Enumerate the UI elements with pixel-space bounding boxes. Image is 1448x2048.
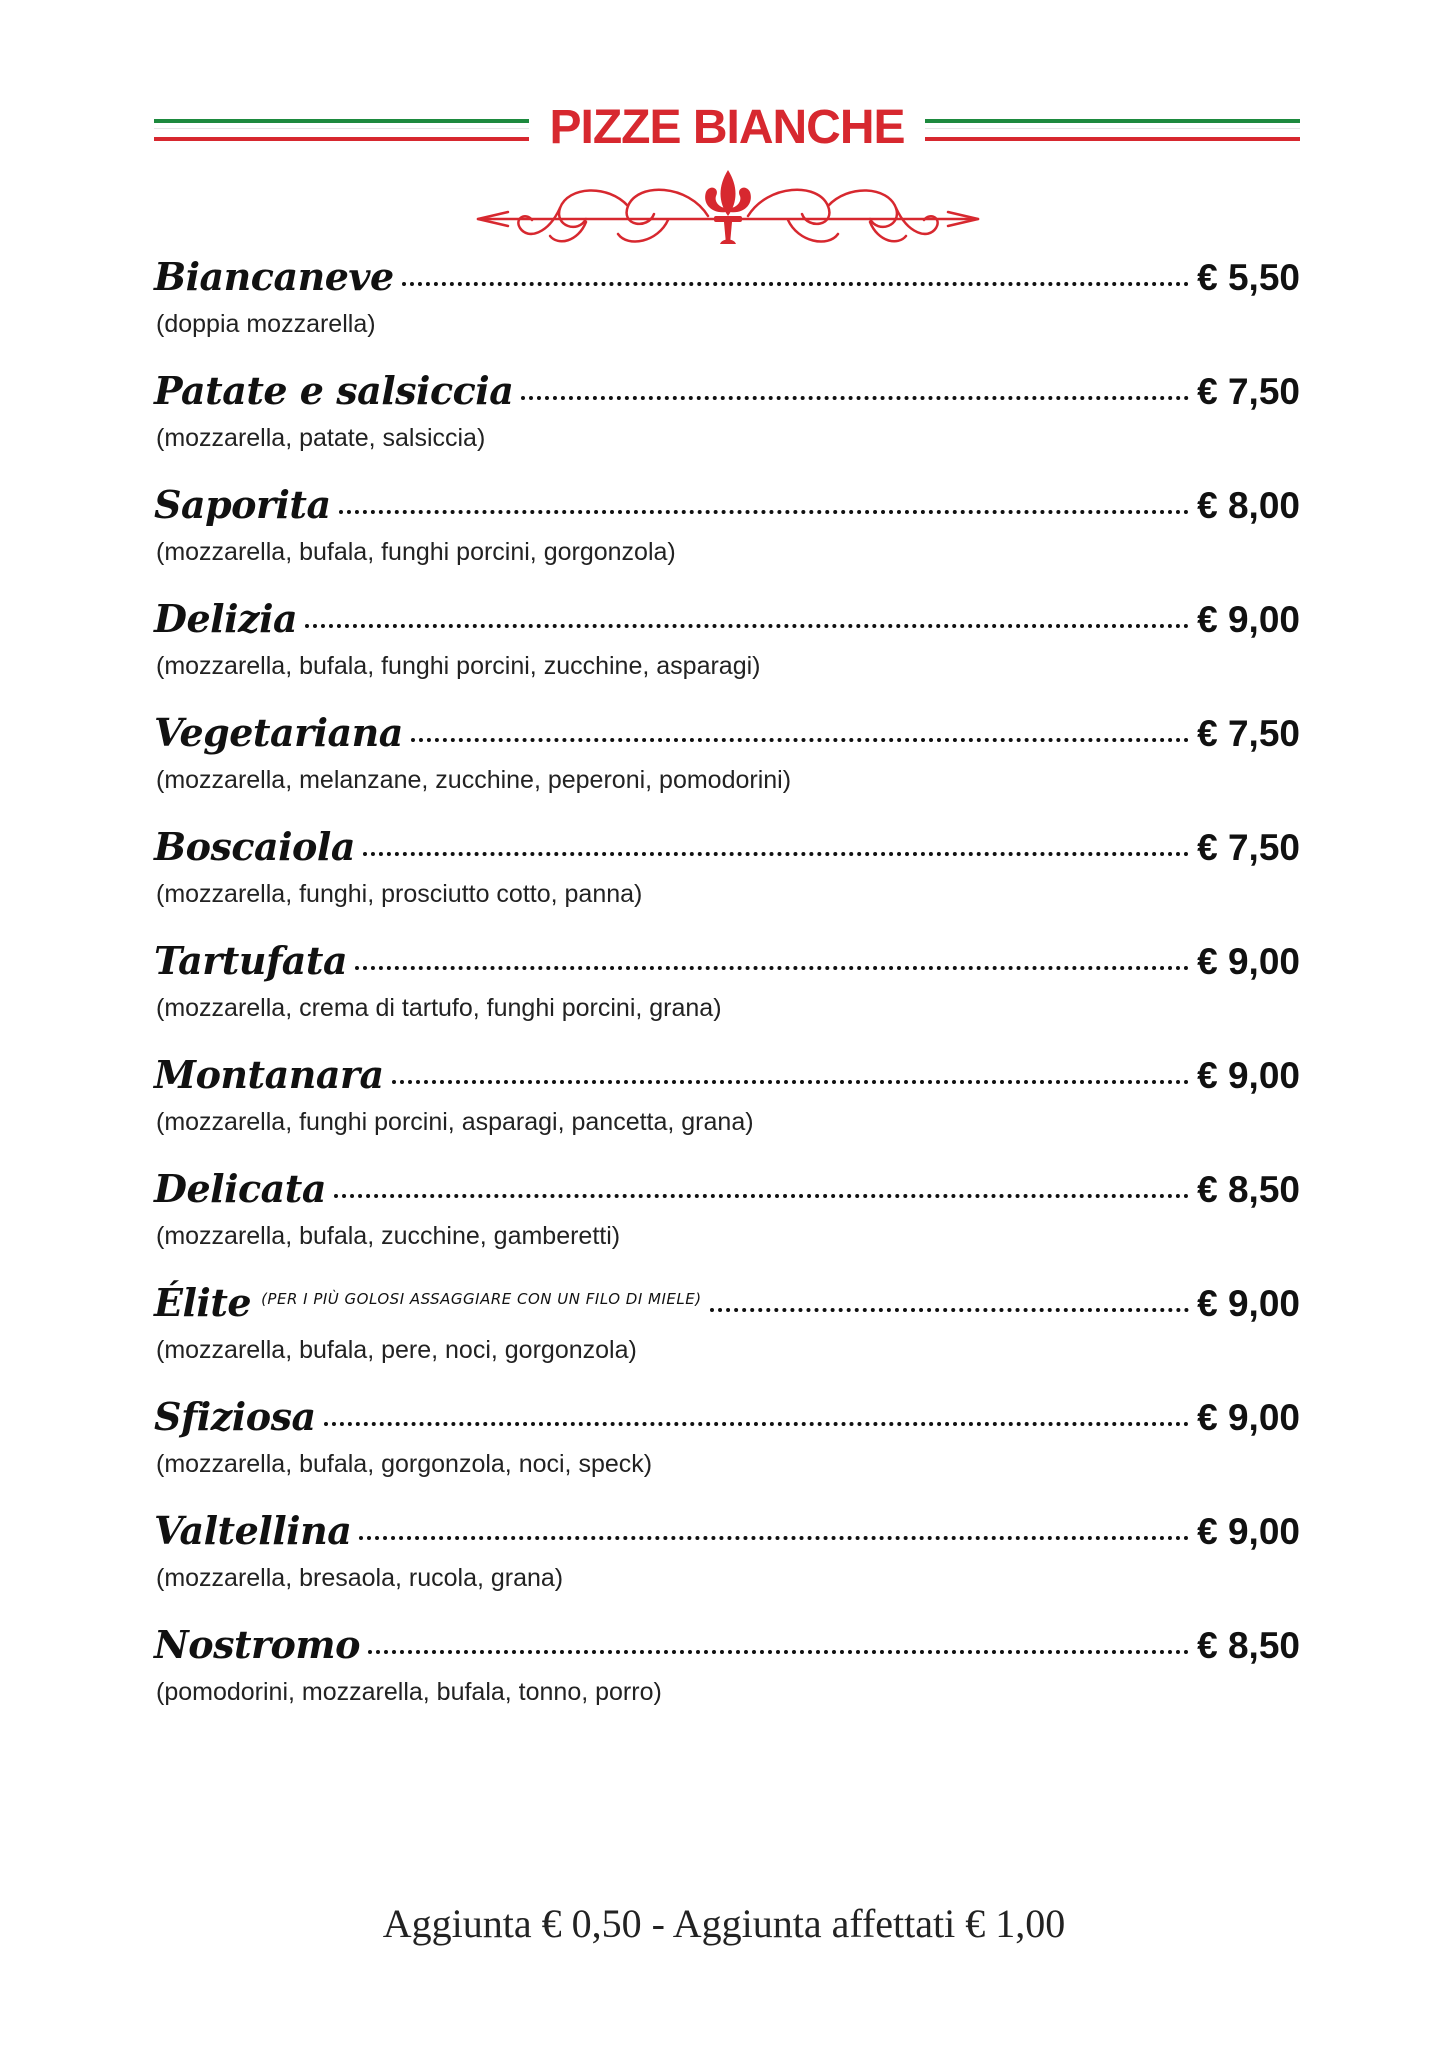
dot-leader	[324, 1422, 1190, 1426]
pizza-ingredients: (mozzarella, bufala, gorgonzola, noci, speck)	[156, 1450, 653, 1478]
pizza-name: Valtellina	[154, 1508, 352, 1553]
menu-item	[154, 1052, 1300, 1166]
pizza-ingredients: (mozzarella, patate, salsiccia)	[156, 424, 486, 452]
menu-item-row	[154, 596, 1300, 650]
menu-item-row	[154, 938, 1300, 992]
pizza-ingredients: (mozzarella, funghi porcini, asparagi, pancetta, grana)	[156, 1108, 754, 1136]
dot-leader	[339, 510, 1190, 514]
menu-header	[154, 88, 1300, 264]
pizza-price: € 9,00	[1197, 1055, 1300, 1096]
pizza-name: Vegetariana	[154, 710, 403, 755]
menu-item-row	[154, 1394, 1300, 1448]
menu-item	[154, 1166, 1300, 1280]
menu-item	[154, 1508, 1300, 1622]
pizza-ingredients: (pomodorini, mozzarella, bufala, tonno, porro)	[156, 1678, 662, 1706]
pizza-ingredients: (mozzarella, bufala, zucchine, gamberetti)	[156, 1222, 621, 1250]
menu-list	[154, 254, 1300, 1736]
pizza-ingredients: (mozzarella, funghi, prosciutto cotto, panna)	[156, 880, 643, 908]
pizza-name: Nostromo	[154, 1622, 360, 1667]
menu-item-row	[154, 710, 1300, 764]
menu-item-row	[154, 482, 1300, 536]
dot-leader	[710, 1308, 1190, 1312]
dot-leader	[411, 738, 1189, 742]
dot-leader	[305, 624, 1189, 628]
menu-item-row	[154, 1280, 1300, 1334]
pizza-price: € 8,50	[1197, 1625, 1300, 1666]
pizza-name: Biancaneve	[154, 254, 394, 299]
pizza-price: € 9,00	[1197, 599, 1300, 640]
page-title: PIZZE BIANCHE	[549, 101, 905, 154]
footer-extras: Aggiunta € 0,50 - Aggiunta affettati € 1,00	[382, 1901, 1066, 1946]
pizza-ingredients: (mozzarella, bufala, funghi porcini, zucchine, asparagi)	[156, 652, 761, 680]
fleur-de-lis-ornament-icon	[468, 164, 988, 254]
menu-item-row	[154, 254, 1300, 308]
pizza-ingredients: (mozzarella, bresaola, rucola, grana)	[156, 1564, 564, 1592]
dot-leader	[368, 1650, 1189, 1654]
menu-item	[154, 596, 1300, 710]
menu-item	[154, 1394, 1300, 1508]
dot-leader	[355, 966, 1189, 970]
menu-item	[154, 254, 1300, 368]
pizza-price: € 7,50	[1197, 827, 1300, 868]
pizza-price: € 8,00	[1197, 485, 1300, 526]
pizza-ingredients: (mozzarella, melanzane, zucchine, peperoni, pomodorini)	[156, 766, 792, 794]
menu-item-row	[154, 1166, 1300, 1220]
menu-item	[154, 1622, 1300, 1736]
pizza-ingredients: (mozzarella, crema di tartufo, funghi porcini, grana)	[156, 994, 722, 1022]
pizza-price: € 9,00	[1197, 1511, 1300, 1552]
pizza-name: Patate e salsiccia	[154, 368, 514, 413]
pizza-name: Saporita	[154, 482, 331, 527]
menu-item	[154, 482, 1300, 596]
dot-leader	[402, 282, 1190, 286]
pizza-name: Montanara	[154, 1052, 384, 1097]
pizza-price: € 7,50	[1197, 371, 1300, 412]
pizza-name: Élite	[154, 1280, 252, 1325]
dot-leader	[363, 852, 1189, 856]
dot-leader	[359, 1536, 1189, 1540]
pizza-name: Tartufata	[154, 938, 348, 983]
menu-item-row	[154, 368, 1300, 422]
pizza-price: € 9,00	[1197, 1397, 1300, 1438]
menu-item	[154, 938, 1300, 1052]
pizza-ingredients: (mozzarella, bufala, funghi porcini, gorgonzola)	[156, 538, 676, 566]
dot-leader	[334, 1194, 1189, 1198]
dot-leader	[392, 1080, 1190, 1084]
pizza-price: € 9,00	[1197, 1283, 1300, 1324]
pizza-price: € 9,00	[1197, 941, 1300, 982]
menu-item-row	[154, 1052, 1300, 1106]
pizza-ingredients: (mozzarella, bufala, pere, noci, gorgonzola)	[156, 1336, 637, 1364]
tricolor-stripes-right	[925, 119, 1300, 141]
menu-item-row	[154, 824, 1300, 878]
menu-item-row	[154, 1622, 1300, 1676]
dot-leader	[521, 396, 1189, 400]
pizza-name: Delizia	[154, 596, 298, 641]
pizza-name: Delicata	[154, 1166, 326, 1211]
menu-item	[154, 368, 1300, 482]
pizza-price: € 5,50	[1197, 257, 1300, 298]
pizza-price: € 8,50	[1197, 1169, 1300, 1210]
menu-item	[154, 710, 1300, 824]
pizza-note: (PER I PIÙ GOLOSI ASSAGGIARE CON UN FILO DI MIELE)	[261, 1290, 702, 1308]
pizza-price: € 7,50	[1197, 713, 1300, 754]
pizza-name: Boscaiola	[154, 824, 355, 869]
pizza-name: Sfiziosa	[154, 1394, 316, 1439]
pizza-ingredients: (doppia mozzarella)	[156, 310, 376, 338]
menu-item-row	[154, 1508, 1300, 1562]
menu-item	[154, 824, 1300, 938]
menu-item	[154, 1280, 1300, 1394]
